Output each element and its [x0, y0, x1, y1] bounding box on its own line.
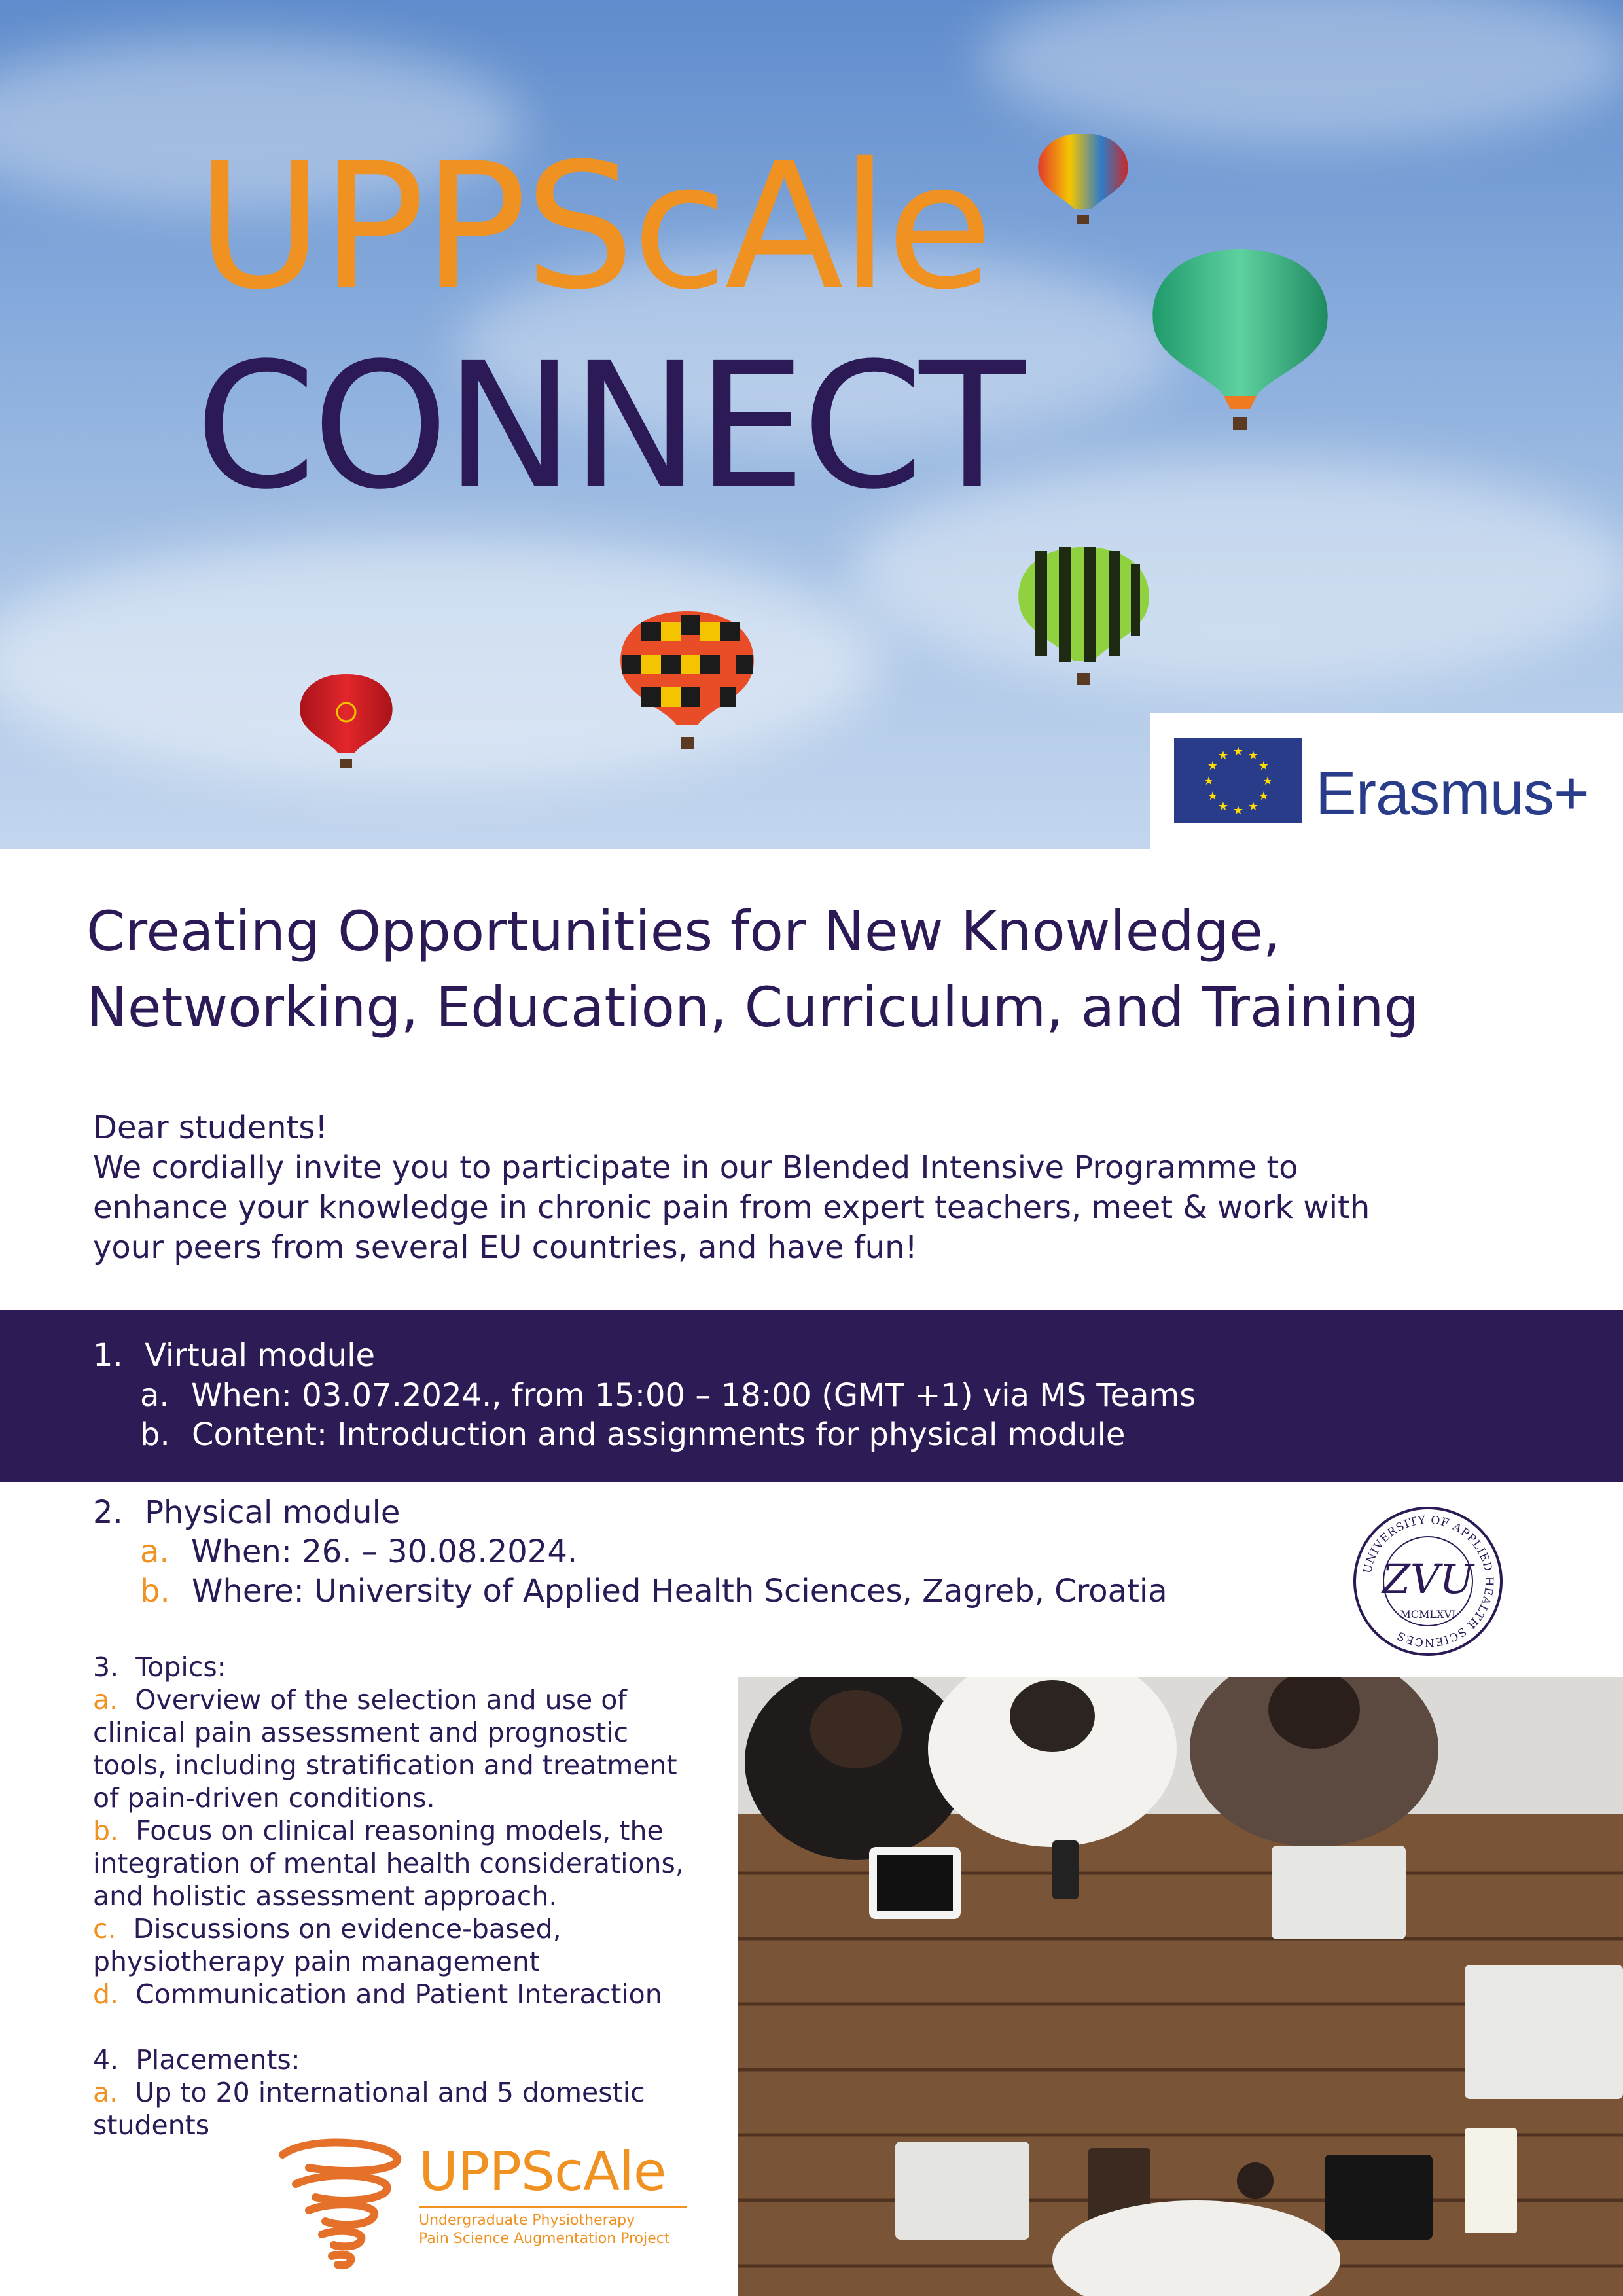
eu-stars-icon — [1174, 738, 1302, 823]
virtual-module-when: When: 03.07.2024., from 15:00 – 18:00 (GMT +1) via MS Teams — [190, 1377, 1196, 1414]
virtual-module-item — [140, 1415, 1125, 1454]
list-marker: a. — [93, 2077, 118, 2108]
hot-air-balloon-icon — [296, 672, 397, 774]
cloud — [982, 0, 1623, 144]
zvu-year: MCMLXVI — [1400, 1608, 1456, 1621]
svg-text:★: ★ — [1207, 789, 1219, 803]
intro-paragraph — [93, 1108, 1565, 1268]
topic-text: Overview of the selection and use of — [135, 1684, 627, 1715]
physical-module-heading — [93, 1493, 400, 1532]
spacer — [93, 2011, 728, 2043]
topic-item — [93, 1814, 728, 1847]
intro-line: enhance your knowledge in chronic pain from expert teachers, meet & work with — [93, 1189, 1370, 1226]
svg-text:★: ★ — [1232, 745, 1244, 759]
physical-module-where: Where: University of Applied Health Sciences, Zagreb, Croatia — [192, 1573, 1168, 1609]
headline — [86, 893, 1592, 1045]
list-number: 1. — [93, 1337, 123, 1374]
list-marker: b. — [140, 1573, 170, 1609]
hot-air-balloon-icon — [1145, 245, 1335, 435]
meeting-photo — [738, 1677, 1623, 2296]
hot-air-balloon-icon — [615, 609, 759, 754]
svg-text:★: ★ — [1258, 759, 1270, 773]
physical-module-when: When: 26. – 30.08.2024. — [190, 1534, 578, 1570]
svg-text:★: ★ — [1217, 800, 1229, 814]
virtual-module-item — [140, 1376, 1196, 1415]
list-marker: a. — [140, 1377, 169, 1414]
title-uppscale: UPPScAle — [196, 126, 991, 328]
svg-text:★: ★ — [1207, 759, 1219, 773]
erasmus-plus-label: Erasmus+ — [1315, 759, 1589, 827]
topic-text: tools, including stratification and treatment — [93, 1749, 677, 1781]
svg-text:★: ★ — [1217, 749, 1229, 762]
list-marker: c. — [93, 1913, 116, 1945]
topic-text: clinical pain assessment and prognostic — [93, 1717, 629, 1748]
topic-item — [93, 1912, 728, 1945]
svg-text:★: ★ — [1258, 789, 1270, 803]
virtual-module-section — [0, 1310, 1623, 1482]
list-marker: d. — [93, 1979, 119, 2010]
topics-title: Topics: — [135, 1651, 226, 1683]
svg-text:★: ★ — [1247, 800, 1259, 814]
intro-line: your peers from several EU countries, and have fun! — [93, 1229, 918, 1266]
list-number: 4. — [93, 2044, 119, 2075]
headline-line: Networking, Education, Curriculum, and Training — [86, 975, 1419, 1039]
topic-text: Communication and Patient Interaction — [135, 1979, 662, 2010]
topic-text: and holistic assessment approach. — [93, 1880, 558, 1912]
eu-flag-icon — [1174, 738, 1302, 823]
svg-text:★: ★ — [1262, 774, 1274, 788]
topic-item — [93, 1683, 728, 1716]
topic-text: of pain-driven conditions. — [93, 1782, 435, 1814]
headline-line: Creating Opportunities for New Knowledge, — [86, 899, 1281, 963]
list-number: 3. — [93, 1651, 119, 1683]
zvu-ring-text: UNIVERSITY OF APPLIED HEALTH SCIENCES — [1361, 1513, 1496, 1649]
uppscale-logo-subtitle: Pain Science Augmentation Project — [419, 2231, 670, 2247]
meeting-table-illustration — [738, 1677, 1623, 2296]
placement-text: students — [93, 2109, 210, 2141]
physical-module-title: Physical module — [145, 1494, 401, 1531]
placement-item — [93, 2076, 728, 2109]
topic-text: Discussions on evidence-based, — [133, 1913, 562, 1945]
placements-title: Placements: — [135, 2044, 300, 2075]
hot-air-balloon-icon — [1013, 545, 1154, 692]
topic-text: physiotherapy pain management — [93, 1946, 540, 1977]
svg-text:★: ★ — [1232, 804, 1244, 817]
zvu-monogram: ZVU — [1382, 1555, 1474, 1603]
virtual-module-title: Virtual module — [145, 1337, 376, 1374]
virtual-module-heading — [93, 1336, 375, 1375]
placements-heading — [93, 2043, 728, 2076]
topic-text: Focus on clinical reasoning models, the — [135, 1815, 664, 1846]
uppscale-tornado-logo-icon — [270, 2135, 407, 2279]
zvu-seal-logo — [1349, 1503, 1507, 1660]
topics-section — [93, 1651, 728, 2142]
uppscale-logo-text: UPPScAle — [419, 2141, 666, 2203]
list-marker: a. — [93, 1684, 118, 1715]
list-marker: b. — [140, 1416, 170, 1453]
uppscale-logo-rule — [419, 2206, 687, 2208]
hot-air-balloon-icon — [1034, 131, 1132, 229]
topic-item — [93, 1978, 728, 2011]
physical-module-item — [140, 1532, 577, 1571]
virtual-module-content: Content: Introduction and assignments for physical module — [192, 1416, 1126, 1453]
list-marker: a. — [140, 1534, 169, 1570]
intro-line: We cordially invite you to participate in our Blended Intensive Programme to — [93, 1149, 1298, 1186]
list-marker: b. — [93, 1815, 119, 1846]
physical-module-item — [140, 1571, 1168, 1611]
list-number: 2. — [93, 1494, 123, 1531]
intro-greeting: Dear students! — [93, 1109, 328, 1146]
uppscale-logo-subtitle: Undergraduate Physiotherapy — [419, 2212, 635, 2229]
svg-text:★: ★ — [1247, 749, 1259, 762]
topics-heading — [93, 1651, 728, 1683]
topic-text: integration of mental health considerations, — [93, 1848, 684, 1879]
placement-text: Up to 20 international and 5 domestic — [135, 2077, 645, 2108]
title-connect: CONNECT — [195, 326, 1022, 528]
svg-text:★: ★ — [1203, 774, 1215, 788]
